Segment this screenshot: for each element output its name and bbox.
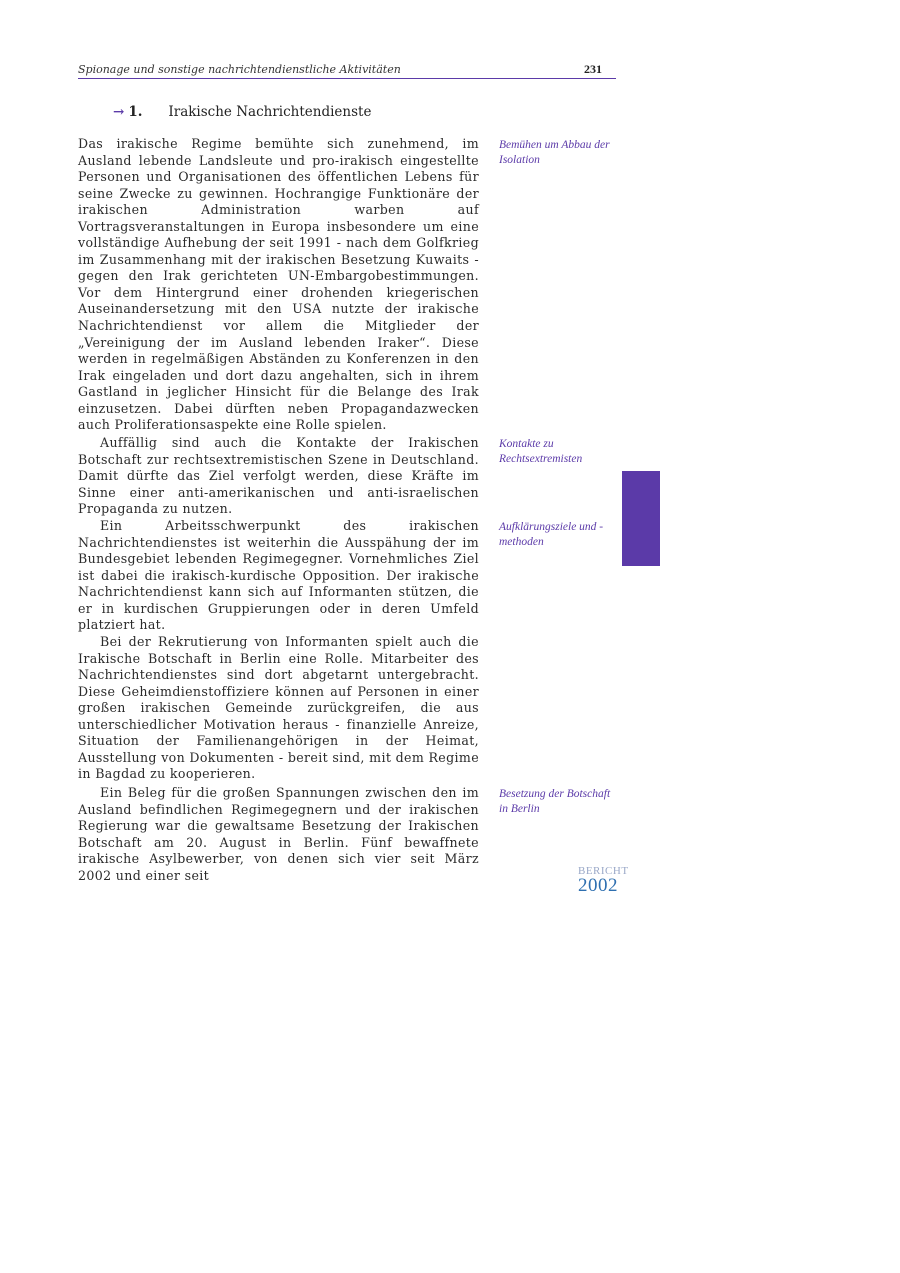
chapter-tab-marker — [622, 471, 660, 566]
margin-note-rechtsextremisten: Kontakte zu Rechtsextremisten — [499, 438, 583, 465]
section-number: 1. — [128, 104, 143, 120]
margin-note-aufklaerungsziele: Aufklärungsziele und -methoden — [499, 521, 604, 548]
logo-word: BERICHT — [578, 865, 629, 877]
paragraph-4: Bei der Rekrutierung von Informanten spielt auch die Irakische Botschaft in Berlin eine Rolle. Mitarbeiter des Nachrichtendienstes sind dort abgetarnt untergebracht. Diese Geheimdienstoffiziere können auf Personen in einer großen irakischen Gemeinde zurückgreifen, die aus unterschiedlicher Motivation heraus - finanzielle Anreize, Situation der Familienangehörigen in der Heimat, Ausstellung von Dokumenten - bereit sind, mit dem Regime in Bagdad zu kooperieren. — [78, 634, 479, 782]
paragraph-2: Auffällig sind auch die Kontakte der Irakischen Botschaft zur rechtsextremistischen Szene in Deutschland. Damit dürfte das Ziel verfolgt werden, diese Kräfte im Sinne einer anti-amerikanischen und anti-israelischen Propaganda zu nutzen. — [78, 435, 479, 517]
running-title: Spionage und sonstige nachrichtendienstliche Aktivitäten — [78, 63, 401, 76]
paragraph-3: Ein Arbeitsschwerpunkt des irakischen Nachrichtendienstes ist weiterhin die Ausspähung der im Bundesgebiet lebenden Regimegegner. Vornehmliches Ziel ist dabei die irakisch-kurdische Opposition. Der irakische Nachrichtendienst kann sich auf Informanten stützen, die er in kurdischen Gruppierungen oder in deren Umfeld platziert hat. — [78, 518, 479, 633]
running-header — [78, 62, 616, 79]
section-title: Irakische Nachrichtendienste — [168, 104, 372, 120]
logo-year: 2002 — [578, 875, 618, 896]
margin-note-besetzung: Besetzung der Botschaft in Berlin — [499, 788, 611, 815]
paragraph-1: Das irakische Regime bemühte sich zunehmend, im Ausland lebende Landsleute und pro-irakisch eingestellte Personen und Organisationen des öffentlichen Lebens für seine Zwecke zu gewinnen. Hochrangige Funktionäre der irakischen Administration warben auf Vortragsveranstaltungen in Europa insbesondere um eine vollständige Aufhebung der seit 1991 - nach dem Golfkrieg im Zusammenhang mit der irakischen Besetzung Kuwaits - gegen den Irak gerichteten UN-Embargobestimmungen. Vor dem Hintergrund einer drohenden kriegerischen Auseinandersetzung mit den USA nutzte der irakische Nachrichtendienst vor allem die Mitglieder der „Vereinigung der im Ausland lebenden Iraker“. Diese werden in regelmäßigen Abständen zu Konferenzen in den Irak eingeladen und dort dazu angehalten, sich in ihrem Gastland in jeglicher Hinsicht für die Belange des Irak einzusetzen. Dabei dürften neben Propagandazwecken auch Proliferationsaspekte eine Rolle spielen. — [78, 136, 479, 433]
arrow-right-icon: → — [113, 104, 125, 120]
bericht-logo — [578, 866, 638, 895]
page-number: 231 — [584, 62, 602, 76]
section-heading — [113, 104, 371, 120]
margin-note-isolation: Bemühen um Abbau der Isolation — [499, 139, 610, 166]
paragraph-5: Ein Beleg für die großen Spannungen zwischen den im Ausland befindlichen Regimegegnern und der irakischen Regierung war die gewaltsame Besetzung der Irakischen Botschaft am 20. August in Berlin. Fünf bewaffnete irakische Asylbewerber, von denen sich vier seit März 2002 und einer seit — [78, 785, 479, 883]
